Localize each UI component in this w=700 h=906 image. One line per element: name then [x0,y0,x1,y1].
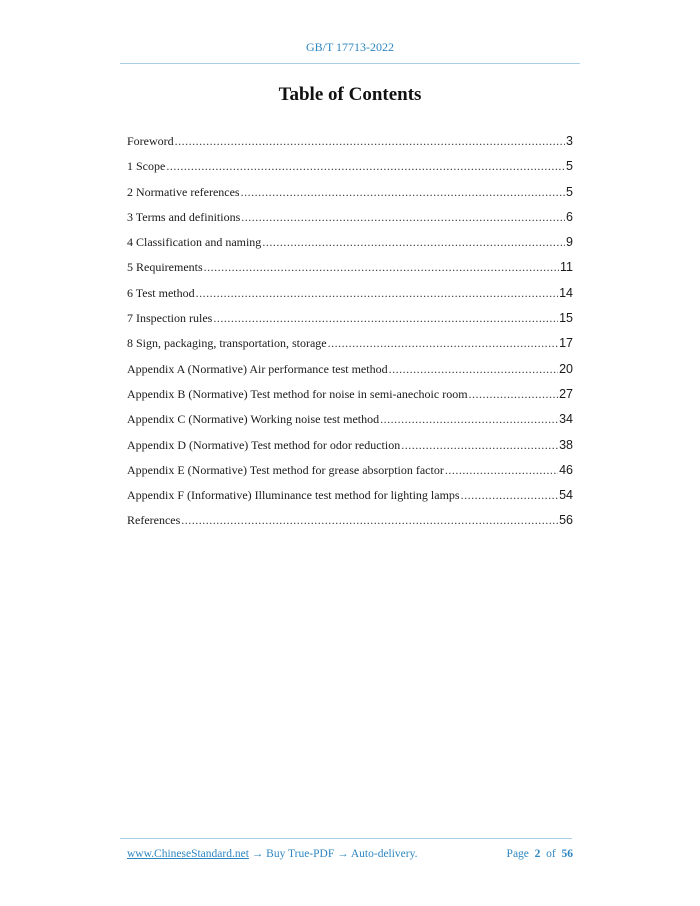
toc-entry-label: 8 Sign, packaging, transportation, storage [127,336,327,351]
toc-entry-terms-and-definitions[interactable] [127,208,573,233]
toc-page-number: 20 [559,361,573,376]
toc-leader-dots [166,157,565,175]
toc-entry-scope[interactable] [127,157,573,182]
toc-page-number: 46 [559,462,573,477]
toc-page-number: 27 [559,386,573,401]
website-link[interactable]: www.ChineseStandard.net [127,848,249,860]
toc-entry-appendix-d[interactable] [127,436,573,461]
toc-leader-dots [389,360,558,378]
toc-leader-dots [241,183,565,201]
table-of-contents [127,132,573,537]
toc-entry-label: 5 Requirements [127,260,203,275]
toc-page-number: 38 [559,437,573,452]
toc-page-number: 17 [559,336,573,351]
of-label: of [546,848,556,860]
toc-page-number: 3 [566,134,573,148]
page-label: Page [506,848,529,860]
toc-page-number: 9 [566,235,573,250]
toc-leader-dots [469,385,559,403]
toc-entry-label: Appendix A (Normative) Air performance test method [127,361,388,376]
toc-entry-label: Foreword [127,134,174,148]
toc-entry-appendix-a[interactable] [127,360,573,385]
toc-entry-normative-references[interactable] [127,183,573,208]
document-code-header: GB/T 17713-2022 [305,40,395,54]
toc-leader-dots [461,486,558,504]
toc-page-number: 5 [566,184,573,199]
toc-entry-label: Appendix C (Normative) Working noise test method [127,412,380,427]
arrow-right-icon: → [251,848,264,860]
header-divider [120,63,580,64]
toc-leader-dots [401,436,558,454]
toc-leader-dots [181,511,558,529]
total-pages-number: 56 [561,848,573,860]
toc-entry-label: 3 Terms and definitions [127,209,241,224]
toc-leader-dots [262,233,565,251]
buy-true-pdf-text: Buy True-PDF [266,848,335,860]
toc-entry-appendix-c[interactable] [127,410,573,435]
toc-entry-label: 4 Classification and naming [127,235,262,250]
toc-entry-label: 7 Inspection rules [127,311,213,326]
toc-entry-label: Appendix D (Normative) Test method for odor reduction [127,437,401,452]
toc-page-number: 15 [559,311,573,326]
toc-page-number: 11 [560,260,573,275]
toc-leader-dots [241,208,565,226]
toc-page-number: 34 [559,412,573,427]
toc-entry-label: 6 Test method [127,285,195,300]
toc-entry-label: Appendix B (Normative) Test method for noise in semi-anechoic room [127,386,468,401]
auto-delivery-text: Auto-delivery. [350,848,418,860]
toc-entry-label: 2 Normative references [127,184,240,199]
toc-leader-dots [196,284,558,302]
toc-leader-dots [328,334,558,352]
arrow-right-icon: → [337,848,349,860]
toc-entry-sign-packaging[interactable] [127,334,573,359]
toc-entry-label: Appendix F (Informative) Illuminance test method for lighting lamps [127,488,460,503]
toc-entry-classification-and-naming[interactable] [127,233,573,258]
toc-page-number: 54 [559,488,573,503]
toc-entry-inspection-rules[interactable] [127,309,573,334]
toc-entry-appendix-f[interactable] [127,486,573,511]
toc-entry-requirements[interactable] [127,258,573,283]
current-page-number: 2 [534,848,541,860]
toc-leader-dots [175,132,565,150]
page-footer [127,848,573,860]
toc-leader-dots [445,461,558,479]
toc-entry-appendix-b[interactable] [127,385,573,410]
toc-entry-label: Appendix E (Normative) Test method for grease absorption factor [127,462,444,477]
toc-page-number: 56 [559,513,573,528]
page-title: Table of Contents [278,84,422,105]
toc-leader-dots [213,309,558,327]
toc-leader-dots [380,410,558,428]
toc-entry-foreword[interactable] [127,132,573,157]
toc-page-number: 6 [566,209,573,224]
page-counter [507,848,573,860]
toc-leader-dots [204,258,559,276]
toc-entry-references[interactable] [127,511,573,536]
footer-divider [120,838,572,839]
toc-page-number: 14 [559,285,573,300]
toc-entry-label: 1 Scope [127,159,166,174]
toc-entry-test-method[interactable] [127,284,573,309]
toc-page-number: 5 [566,159,573,174]
toc-entry-appendix-e[interactable] [127,461,573,486]
toc-entry-label: References [127,513,181,528]
